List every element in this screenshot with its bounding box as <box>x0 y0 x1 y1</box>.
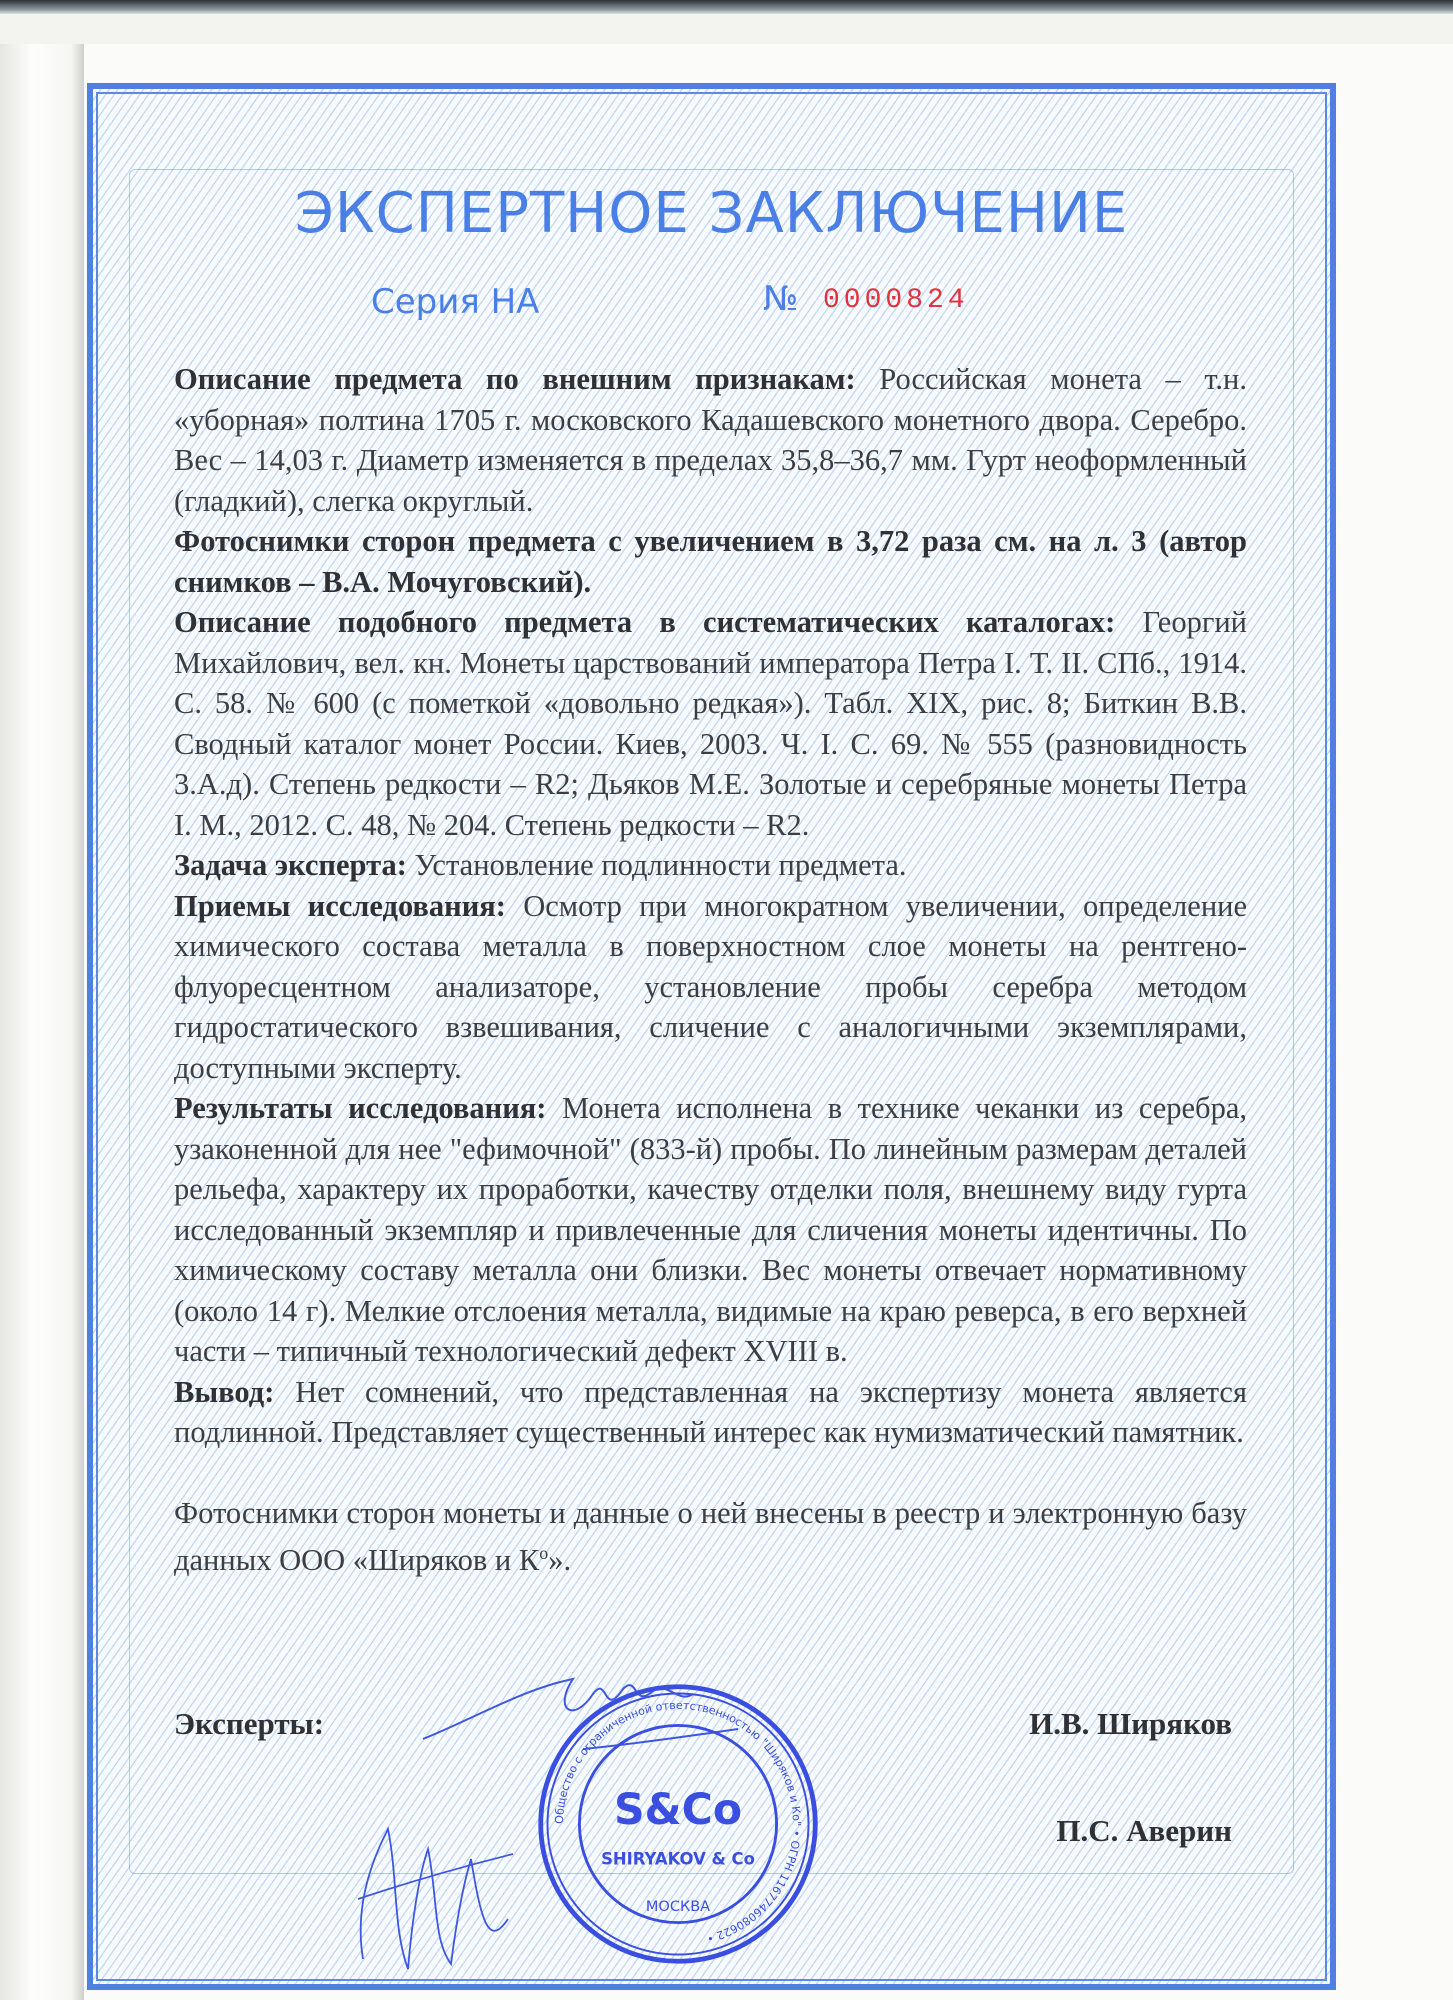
series-label: Серия НА <box>371 282 540 322</box>
section-text: Монета исполнена в технике чеканки из серебра, узаконенной для нее "ефимочной" (833-й) пробы. По линейным размерам деталей рельефа, характеру их проработки, качеству отделки поля, внешнему виду гурта исследованный экземпляр и привлеченные для сличения монеты идентичны. По химическому составу металла они близки. Вес монеты отвечает нормативному (около 14 г). Мелкие отслоения металла, видимые на краю реверса, в его верхней части – типичный технологический дефект XVIII в. <box>174 1091 1247 1368</box>
scanner-edge <box>0 0 1453 14</box>
section-description <box>174 359 1247 521</box>
section-heading: Описание подобного предмета в систематических каталогах: <box>174 605 1116 639</box>
section-heading: Задача эксперта: <box>174 848 407 882</box>
section-text: Нет сомнений, что представленная на экспертизу монета является подлинной. Представляет существенный интерес как нумизматический памятник. <box>174 1374 1247 1449</box>
section-conclusion <box>174 1372 1247 1453</box>
section-heading: Приемы исследования: <box>174 888 506 923</box>
section-photos <box>174 521 1247 602</box>
expert-name: П.С. Аверин <box>1056 1813 1232 1848</box>
adjacent-page-edge <box>0 44 84 2000</box>
section-heading: Результаты исследования: <box>174 1091 547 1125</box>
section-heading: Вывод: <box>174 1374 275 1409</box>
company-stamp <box>533 1679 823 1969</box>
stamp-logo: S&Co <box>613 1786 743 1835</box>
section-task <box>174 845 1247 886</box>
stamp-ring-text: Общество с ограниченной ответственностью "Ширяков и Ко" • ОГРН 1167746080622 • <box>552 1698 804 1946</box>
number-sign: № <box>763 279 799 319</box>
certificate <box>87 83 1336 1990</box>
registry-note: Фотоснимки сторон монеты и данные о ней внесены в реестр и электронную базу данных ООО «Ширяков и $К^о$». <box>174 1495 1247 1578</box>
section-catalogs <box>174 602 1247 845</box>
section-text: Российская монета – т.н. «уборная» полтина 1705 г. московского Кадашевского монетного двора. Серебро. Вес – 14,03 г. Диаметр изменяется в пределах 35,8–36,7 мм. Гурт неоформленный (гладкий), слегка округлый. <box>174 362 1247 518</box>
section-text: Установление подлинности предмета. <box>406 848 907 882</box>
section-text: Осмотр при многократном увеличении, определение химического состава металла в поверхностном слое монеты на рентгено-флуоресцентном анализаторе, установление пробы серебра методом гидростатического взвешивания, сличение с аналогичными экземплярами, доступными эксперту. <box>174 888 1247 1085</box>
document-title: ЭКСПЕРТНОЕ ЗАКЛЮЧЕНИЕ <box>294 181 1129 246</box>
section-results <box>174 1088 1247 1372</box>
certificate-body <box>174 359 1247 1581</box>
stamp-city: МОСКВА <box>645 1899 711 1915</box>
stamp-company: SHIRYAKOV & Co <box>601 1849 755 1869</box>
experts-label: Эксперты: <box>174 1706 325 1741</box>
section-methods <box>174 886 1247 1089</box>
section-heading: Описание предмета по внешним признакам: <box>174 362 856 396</box>
certificate-number: 0000824 <box>823 285 969 316</box>
expert-name: И.В. Ширяков <box>1029 1706 1232 1741</box>
section-heading: Фотоснимки сторон предмета с увеличением в 3,72 раза см. на л. 3 (автор снимков – В.А. Мочуговский). <box>174 524 1247 599</box>
section-text: Георгий Михайлович, вел. кн. Монеты царствований императора Петра I. Т. II. СПб., 1914. С. 58. № 600 (с пометкой «довольно редкая»). Табл. XIX, рис. 8; Биткин В.В. Сводный каталог монет России. Киев, 2003. Ч. I. С. 69. № 555 (разновидность 3.А.д). Степень редкости – R2; Дьяков М.Е. Золотые и серебряные монеты Петра I. М., 2012. С. 48, № 204. Степень редкости – R2. <box>174 605 1247 842</box>
